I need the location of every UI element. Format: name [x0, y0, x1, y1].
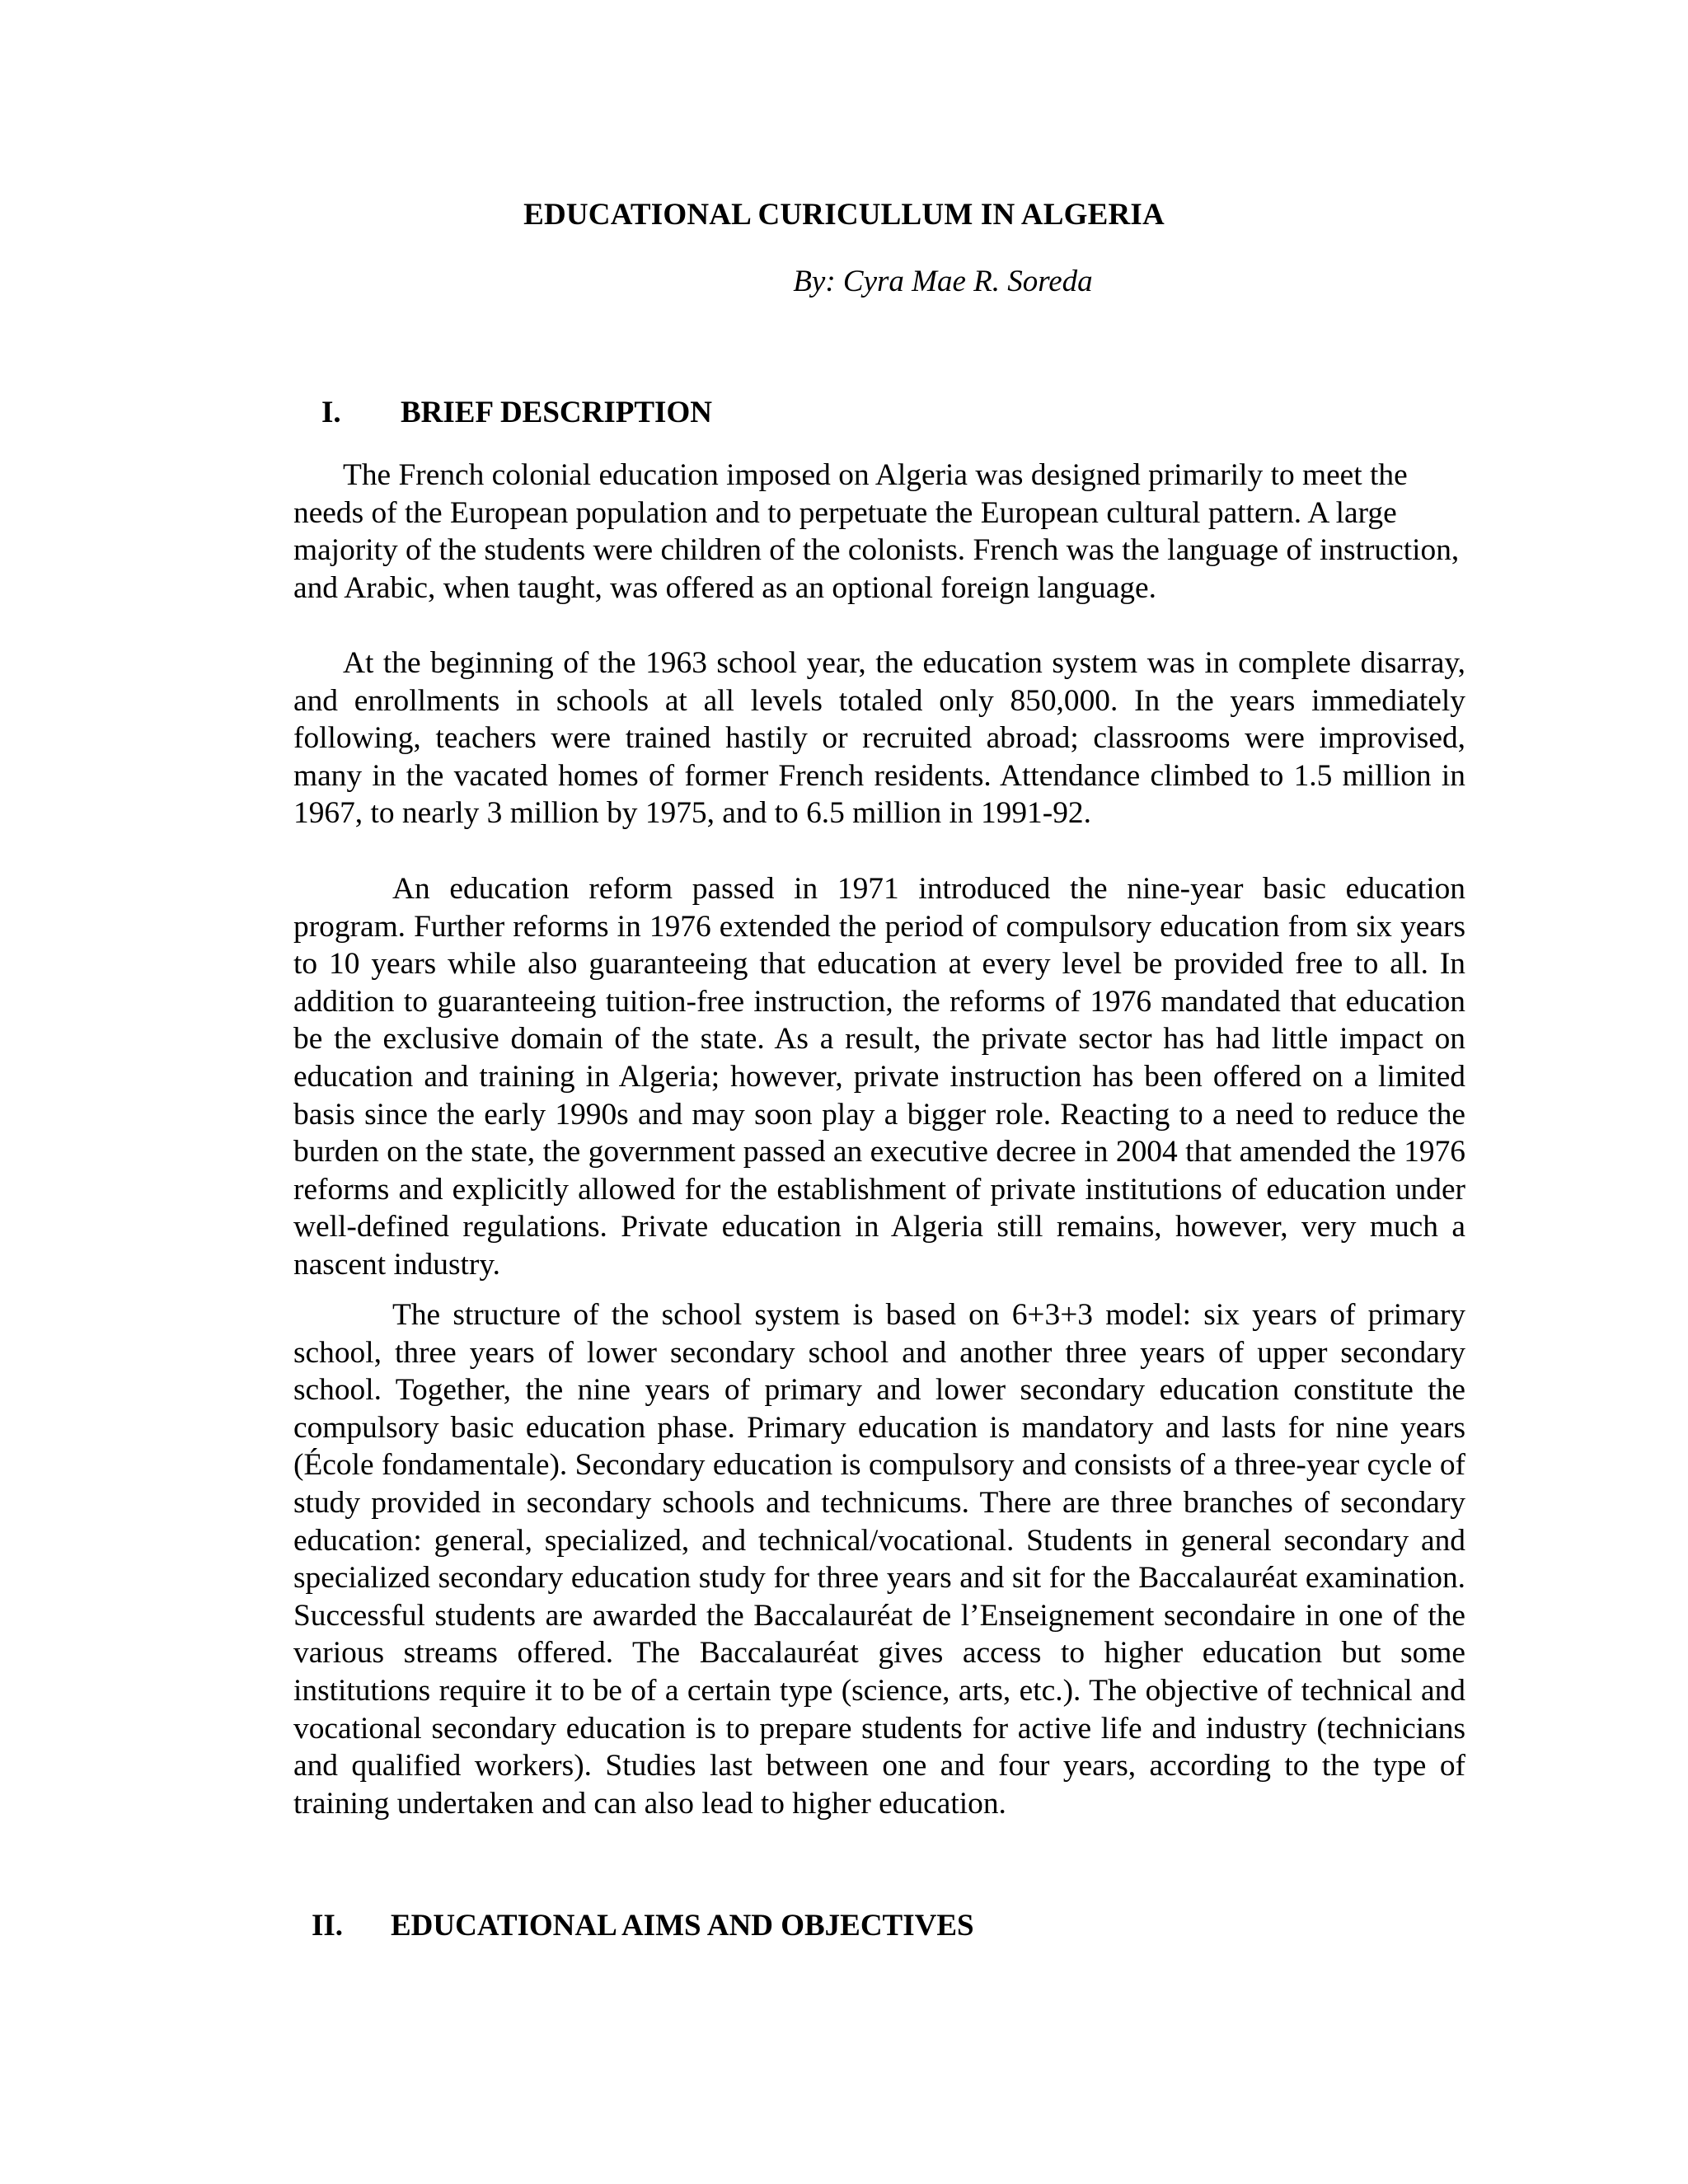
paragraph: An education reform passed in 1971 introduced the nine-year basic education program. Further reforms in 1976 extended the period of compulsory education from six years to 10 years while also guaranteeing that education at every level be provided free to all. In addition to guaranteeing tuition-free instruction, the reforms of 1976 mandated that education be the exclusive domain of the state. As a result, the private sector has had little impact on education and training in Algeria; however, private instruction has been offered on a limited basis since the early 1990s and may soon play a bigger role. Reacting to a need to reduce the burden on the state, the government passed an executive decree in 2004 that amended the 1976 reforms and explicitly allowed for the establishment of private institutions of education under well-defined regulations. Private education in Algeria still remains, however, very much a nascent industry.: [293, 872, 1465, 1282]
section-title-1: BRIEF DESCRIPTION: [401, 396, 712, 429]
section-heading-1: [321, 392, 1475, 434]
section-number-2: II.: [312, 1909, 344, 1943]
paragraph: The French colonial education imposed on Algeria was designed primarily to meet the needs of the European population and to perpetuate the European cultural pattern. A large majority of the students were children of the colonists. French was the language of instruction, and Arabic, when taught, was offered as an optional foreign language.: [293, 458, 1460, 605]
paragraph-4-container: [293, 1296, 1465, 1822]
section-heading-2: [312, 1905, 1465, 1947]
author-byline: By: Cyra Mae R. Soreda: [793, 265, 1093, 298]
paragraph-1-container: [293, 457, 1465, 607]
paragraph-2-container: [293, 644, 1465, 832]
section-title-2: EDUCATIONAL AIMS AND OBJECTIVES: [391, 1909, 974, 1943]
document-title: EDUCATIONAL CURICULLUM IN ALGERIA: [523, 198, 1165, 232]
section-number-1: I.: [321, 396, 341, 429]
paragraph: The structure of the school system is based on 6+3+3 model: six years of primary school, three years of lower secondary school and another three years of upper secondary school. Together, the nine years of primary and lower secondary education constitute the compulsory basic education phase. Primary education is mandatory and lasts for nine years (École fondamentale). Secondary education is compulsory and consists of a three-year cycle of study provided in secondary schools and technicums. There are three branches of secondary education: general, specialized, and technical/vocational. Students in general secondary and specialized secondary education study for three years and sit for the Baccalauréat examination. Successful students are awarded the Baccalauréat de l’Enseignement secondaire in one of the various streams offered. The Baccalauréat gives access to higher education but some institutions require it to be of a certain type (science, arts, etc.). The objective of technical and vocational secondary education is to prepare students for active life and industry (technicians and qualified workers). Studies last between one and four years, according to the type of training undertaken and can also lead to higher education.: [293, 1298, 1465, 1821]
paragraph-3-container: [293, 870, 1465, 1284]
paragraph: At the beginning of the 1963 school year, the education system was in complete disarray, and enrollments in schools at all levels totaled only 850,000. In the years immediately following, teachers were trained hastily or recruited abroad; classrooms were improvised, many in the vacated homes of former French residents. Attendance climbed to 1.5 million in 1967, to nearly 3 million by 1975, and to 6.5 million in 1991-92.: [293, 646, 1465, 831]
